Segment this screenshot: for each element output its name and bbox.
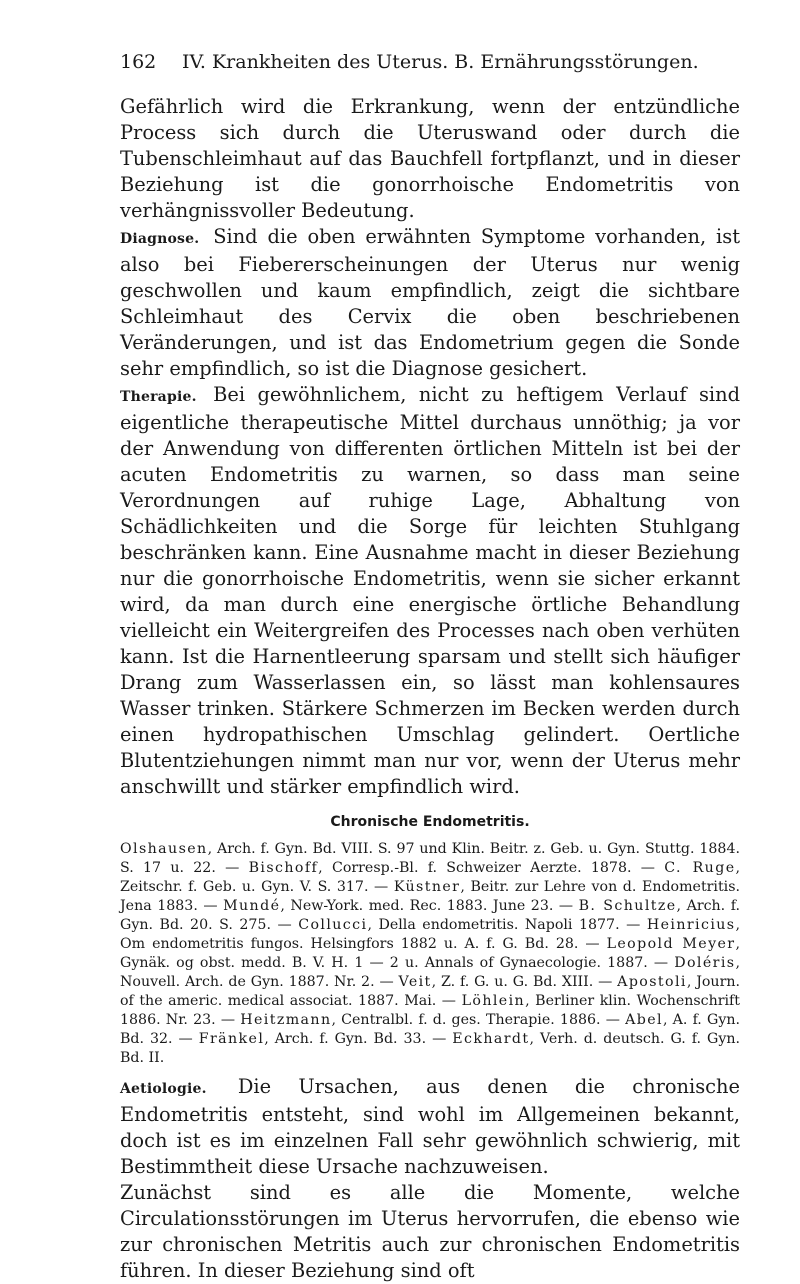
diagnose-heading: Diagnose. (120, 231, 200, 247)
reference-citation: , New-York. med. Rec. 1883. June 23. — (280, 898, 579, 914)
running-title: IV. Krankheiten des Uterus. B. Ernährungsstörungen. (182, 51, 699, 73)
paragraph-diagnose (120, 224, 740, 382)
reference-author: Collucci (298, 917, 368, 933)
aetiologie-heading: Aetiologie. (120, 1081, 207, 1097)
reference-citation: , Beitr. zur Lehre von d. Endometritis. Jena 1883. — (120, 879, 740, 914)
paragraph-aetiologie-2: Zunächst sind es alle die Momente, welche Circulationsstörungen im Uterus hervorrufen, die ebenso wie zur chronischen Metritis auch zur chronischen Endometritis führen. In dieser Beziehung sind oft (120, 1181, 740, 1282)
page-number: 162 (120, 51, 157, 73)
reference-citation: , Verh. d. deutsch. G. f. Gyn. Bd. II. (120, 1031, 740, 1066)
reference-citation: , Arch. f. Gyn. Bd. VIII. S. 97 und Klin. Beitr. z. Geb. u. Gyn. Stuttg. 1884. S. 17 u. 22. — (120, 841, 740, 876)
reference-citation: , Om endometritis fungos. Helsingfors 1882 u. A. f. G. Bd. 28. — (120, 917, 740, 952)
reference-author: Leopold Meyer (606, 936, 736, 952)
reference-author: Mundé (223, 898, 281, 914)
reference-author: Eckhardt (452, 1031, 530, 1047)
reference-author: Olshausen (120, 841, 208, 857)
reference-author: Fränkel (198, 1031, 265, 1047)
reference-author: Abel (625, 1012, 663, 1028)
diagnose-text: Sind die oben erwähnten Symptome vorhanden, ist also bei Fiebererscheinungen der Uterus nur wenig geschwollen und kaum empfindlich, zeigt die sichtbare Schleimhaut des Cervix die oben beschriebenen Veränderungen, und ist das Endometrium gegen die Sonde sehr empfindlich, so ist die Diagnose gesichert. (120, 225, 740, 380)
therapie-text: Bei gewöhnlichem, nicht zu heftigem Verlauf sind eigentliche therapeutische Mittel durchaus unnöthig; ja vor der Anwendung von differenten örtlichen Mitteln ist bei der acuten Endometritis zu warnen, so dass man seine Verordnungen auf ruhige Lage, Abhaltung von Schädlichkeiten und die Sorge für leichten Stuhlgang beschränken kann. Eine Ausnahme macht in dieser Beziehung nur die gonorrhoische Endometritis, wenn sie sicher erkannt wird, da man durch eine energische örtliche Behandlung vielleicht ein Weitergreifen des Processes nach oben verhüten kann. Ist die Harnentleerung sparsam und stellt sich häufiger Drang zum Wasserlassen ein, so lässt man kohlensaures Wasser trinken. Stärkere Schmerzen im Becken werden durch einen hydropathischen Umschlag gelindert. Oertliche Blutentziehungen nimmt man nur vor, wenn der Uterus mehr anschwillt und stärker empfindlich wird. (120, 383, 740, 798)
reference-author: Heinricius (646, 917, 736, 933)
reference-author: Heitzmann (240, 1012, 332, 1028)
main-text (120, 94, 740, 1284)
reference-citation: , Z. f. G. u. G. Bd. XIII. — (431, 974, 618, 990)
reference-citation: , Journ. of the americ. medical associat. 1887. Mai. — (120, 974, 741, 1009)
reference-citation: , A. f. Gyn. Bd. 32. — (120, 1012, 740, 1047)
paragraph-aetiologie (120, 1074, 740, 1180)
reference-citation: , Zeitschr. f. Geb. u. Gyn. V. S. 317. — (120, 860, 741, 895)
reference-citation: , Arch. f. Gyn. Bd. 33. — (264, 1031, 453, 1047)
running-header (120, 48, 740, 76)
reference-citation: , Corresp.-Bl. f. Schweizer Aerzte. 1878. — (318, 860, 665, 876)
reference-author: C. Ruge (664, 860, 736, 876)
paragraph-intro: Gefährlich wird die Erkrankung, wenn der entzündliche Process sich durch die Uteruswand oder durch die Tubenschleimhaut auf das Bauchfell fortpflanzt, und in dieser Beziehung ist die gonorrhoische Endometritis von verhängnissvoller Bedeutung. (120, 95, 740, 222)
reference-citation: , Della endometritis. Napoli 1877. — (367, 917, 647, 933)
reference-citation: , Centralbl. f. d. ges. Therapie. 1886. — (331, 1012, 626, 1028)
literature-references (120, 840, 740, 1068)
reference-citation: , Nouvell. Arch. de Gyn. 1887. Nr. 2. — (120, 955, 740, 990)
aetiologie-text: Die Ursachen, aus denen die chronische Endometritis entsteht, sind wohl im Allgemeinen bekannt, doch ist es im einzelnen Fall sehr gewöhnlich schwierig, mit Bestimmtheit diese Ursache nachzuweisen. (120, 1075, 741, 1178)
reference-author: B. Schultze (578, 898, 677, 914)
paragraph-therapie (120, 382, 740, 800)
reference-author: Küstner (393, 879, 461, 895)
reference-author: Apostoli (617, 974, 687, 990)
reference-author: Bischoff (248, 860, 319, 876)
reference-citation: , Gynäk. og obst. medd. B. V. H. 1 — 2 u. Annals of Gynaecologie. 1887. — (120, 936, 740, 971)
section-heading: Chronische Endometritis. (330, 814, 530, 830)
reference-citation: , Berliner klin. Wochenschrift 1886. Nr. 23. — (120, 993, 740, 1028)
reference-citation: , Arch. f. Gyn. Bd. 20. S. 275. — (120, 898, 740, 933)
reference-author: Doléris (674, 955, 736, 971)
reference-author: Veit (398, 974, 432, 990)
therapie-heading: Therapie. (120, 389, 197, 405)
reference-author: Löhlein (461, 993, 526, 1009)
